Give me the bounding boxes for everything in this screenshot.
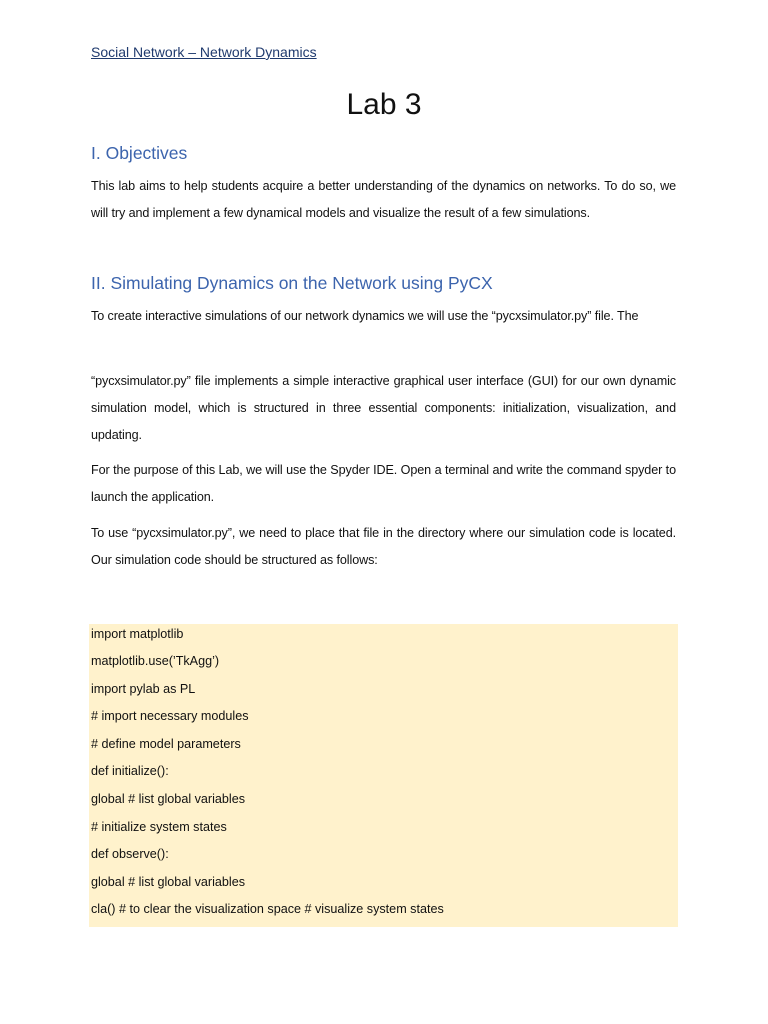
paragraph-pycxsimulator: “pycxsimulator.py” file implements a simple interactive graphical user interface (GUI) for our own dynamic simulation model, which is structured in three essential components: initialization, visualization, and updating. [91,374,676,442]
code-line: # define model parameters [91,737,241,751]
code-line: matplotlib.use(’TkAgg’) [91,654,220,668]
code-line: def initialize(): [91,764,169,778]
code-block [89,624,678,927]
page-title: Lab 3 [346,88,422,121]
code-line: def observe(): [91,847,169,861]
code-line: # import necessary modules [91,709,249,723]
section-heading-simulating: II. Simulating Dynamics on the Network using PyCX [91,273,493,293]
objectives-paragraph: This lab aims to help students acquire a better understanding of the dynamics on networks. To do so, we will try and implement a few dynamical models and visualize the result of a few simulations. [91,179,676,220]
code-line: global # list global variables [91,792,246,806]
code-line: import matplotlib [91,627,184,641]
code-line: cla() # to clear the visualization space # visualize system states [91,902,444,916]
code-line: import pylab as PL [91,682,196,696]
paragraph-structure: To use “pycxsimulator.py”, we need to place that file in the directory where our simulation code is located. Our simulation code should be structured as follows: [91,526,676,567]
code-line: # initialize system states [91,820,227,834]
section-heading-objectives: I. Objectives [91,143,188,163]
paragraph-spyder: For the purpose of this Lab, we will use the Spyder IDE. Open a terminal and write the command spyder to launch the application. [91,463,676,504]
code-line: global # list global variables [91,875,246,889]
paragraph-intro: To create interactive simulations of our network dynamics we will use the “pycxsimulator.py” file. The [91,309,639,323]
document-header: Social Network – Network Dynamics [91,44,317,60]
